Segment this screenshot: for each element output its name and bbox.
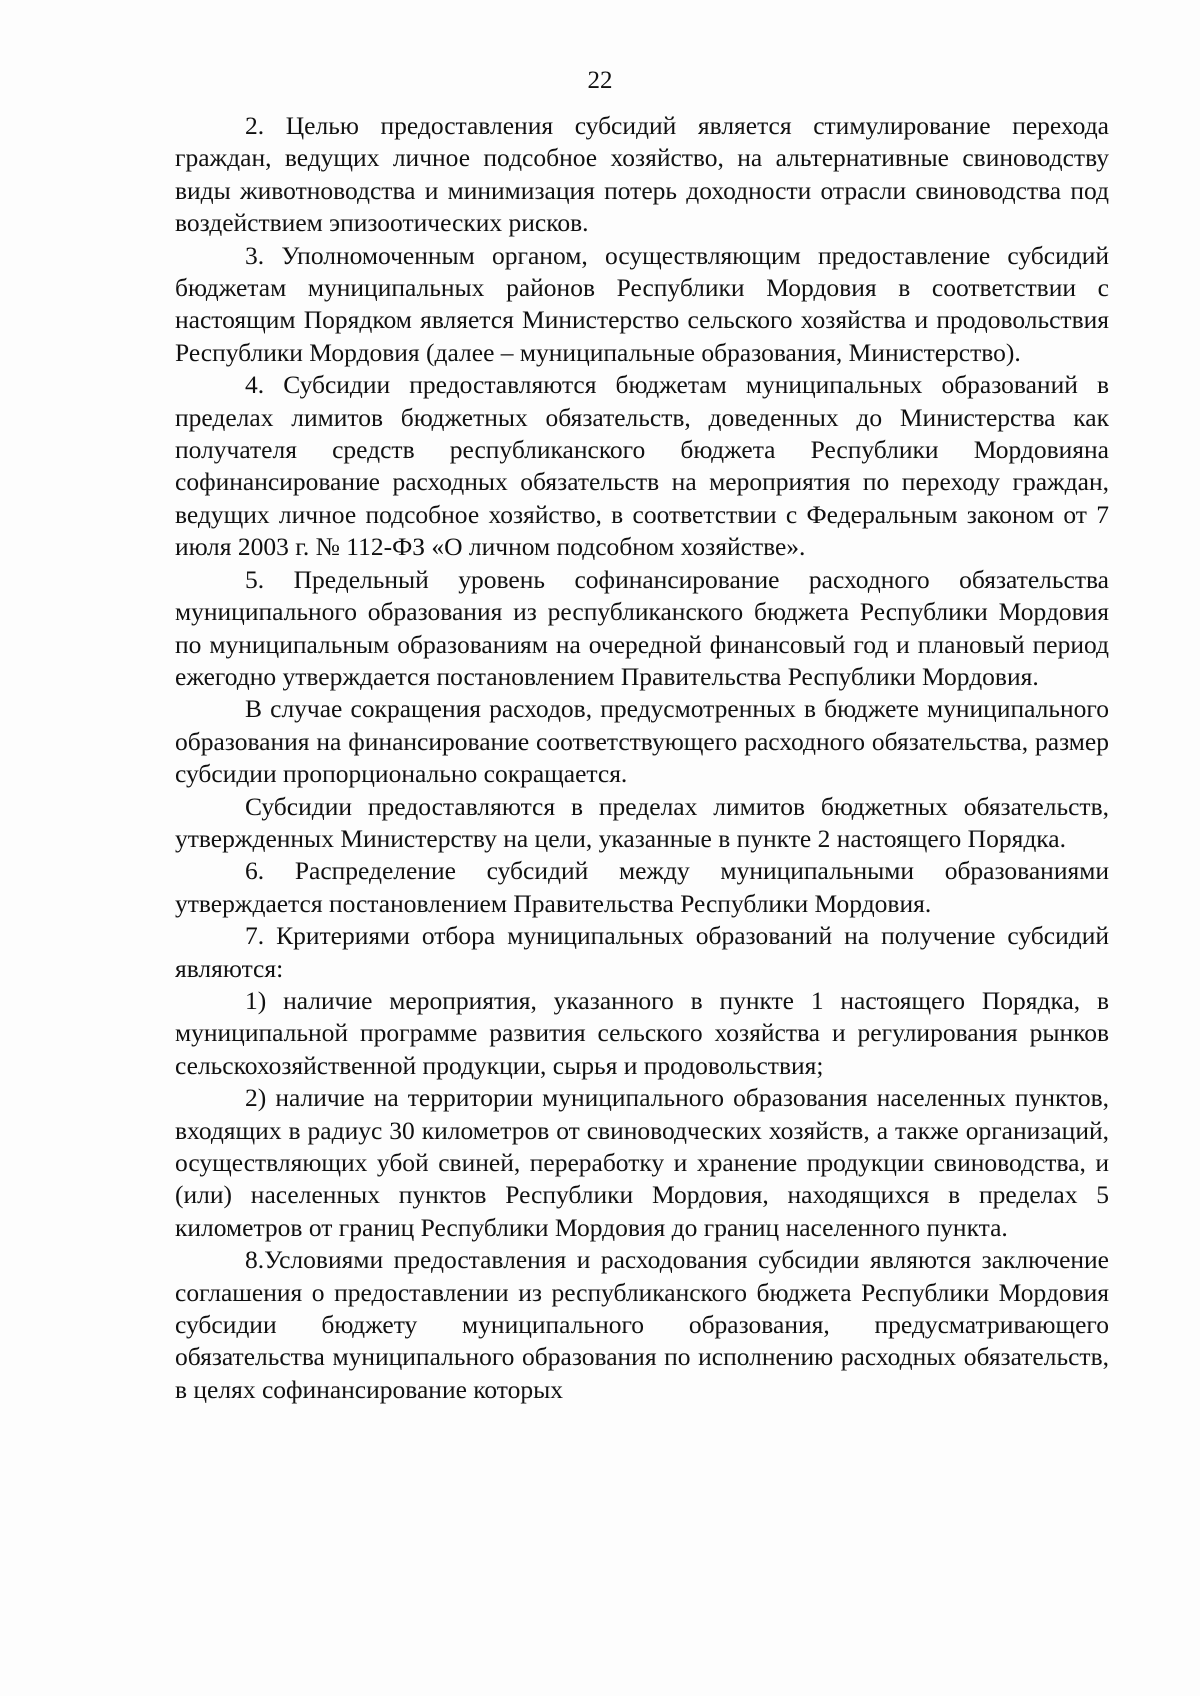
- paragraph-item-5-limits: Субсидии предоставляются в пределах лимитов бюджетных обязательств, утвержденных Министерству на цели, указанные в пункте 2 настоящего Порядка.: [175, 791, 1109, 853]
- paragraph-item-8: 8.Условиями предоставления и расходования субсидии являются заключение соглашения о предоставлении из республиканского бюджета Республики Мордовия субсидии бюджету муниципального образования, предусматривающего обязательства муниципального образования по исполнению расходных обязательств, в целях софинансирование которых: [175, 1245, 1109, 1404]
- paragraph-item-2: 2. Целью предоставления субсидий является стимулирование перехода граждан, ведущих личное подсобное хозяйство, на альтернативные свиноводству виды животноводства и минимизация потерь доходности отрасли свиноводства под воздействием эпизоотических рисков.: [175, 111, 1109, 238]
- paragraph-item-7-criterion-1: 1) наличие мероприятия, указанного в пункте 1 настоящего Порядка, в муниципальной программе развития сельского хозяйства и регулирования рынков сельскохозяйственной продукции, сырья и продовольствия;: [175, 985, 1109, 1080]
- document-body: [175, 110, 1109, 1406]
- paragraph-item-3: 3. Уполномоченным органом, осуществляющим предоставление субсидий бюджетам муниципальных районов Республики Мордовия в соответствии с настоящим Порядком является Министерство сельского хозяйства и продовольствия Республики Мордовия (далее – муниципальные образования, Министерство).: [175, 240, 1109, 367]
- paragraph-item-4: 4. Субсидии предоставляются бюджетам муниципальных образований в пределах лимитов бюджетных обязательств, доведенных до Министерства как получателя средств республиканского бюджета Республики Мордовияна софинансирование расходных обязательств на мероприятия по переходу граждан, ведущих личное подсобное хозяйство, в соответствии с Федеральным законом от 7 июля 2003 г. № 112-ФЗ «О личном подсобном хозяйстве».: [175, 370, 1109, 562]
- paragraph-item-7-criterion-2: 2) наличие на территории муниципального образования населенных пунктов, входящих в радиус 30 километров от свиноводческих хозяйств, а также организаций, осуществляющих убой свиней, переработку и хранение продукции свиноводства, и (или) населенных пунктов Республики Мордовия, находящихся в пределах 5 километров от границ Республики Мордовия до границ населенного пункта.: [175, 1083, 1109, 1242]
- paragraph-item-6: 6. Распределение субсидий между муниципальными образованиями утверждается постановлением Правительства Республики Мордовия.: [175, 856, 1109, 918]
- paragraph-item-7: 7. Критериями отбора муниципальных образований на получение субсидий являются:: [175, 921, 1109, 983]
- page-number: 22: [587, 67, 613, 94]
- paragraph-item-5-reduction: В случае сокращения расходов, предусмотренных в бюджете муниципального образования на финансирование соответствующего расходного обязательства, размер субсидии пропорционально сокращается.: [175, 694, 1109, 789]
- paragraph-item-5: 5. Предельный уровень софинансирование расходного обязательства муниципального образования из республиканского бюджета Республики Мордовия по муниципальным образованиям на очередной финансовый год и плановый период ежегодно утверждается постановлением Правительства Республики Мордовия.: [175, 564, 1109, 691]
